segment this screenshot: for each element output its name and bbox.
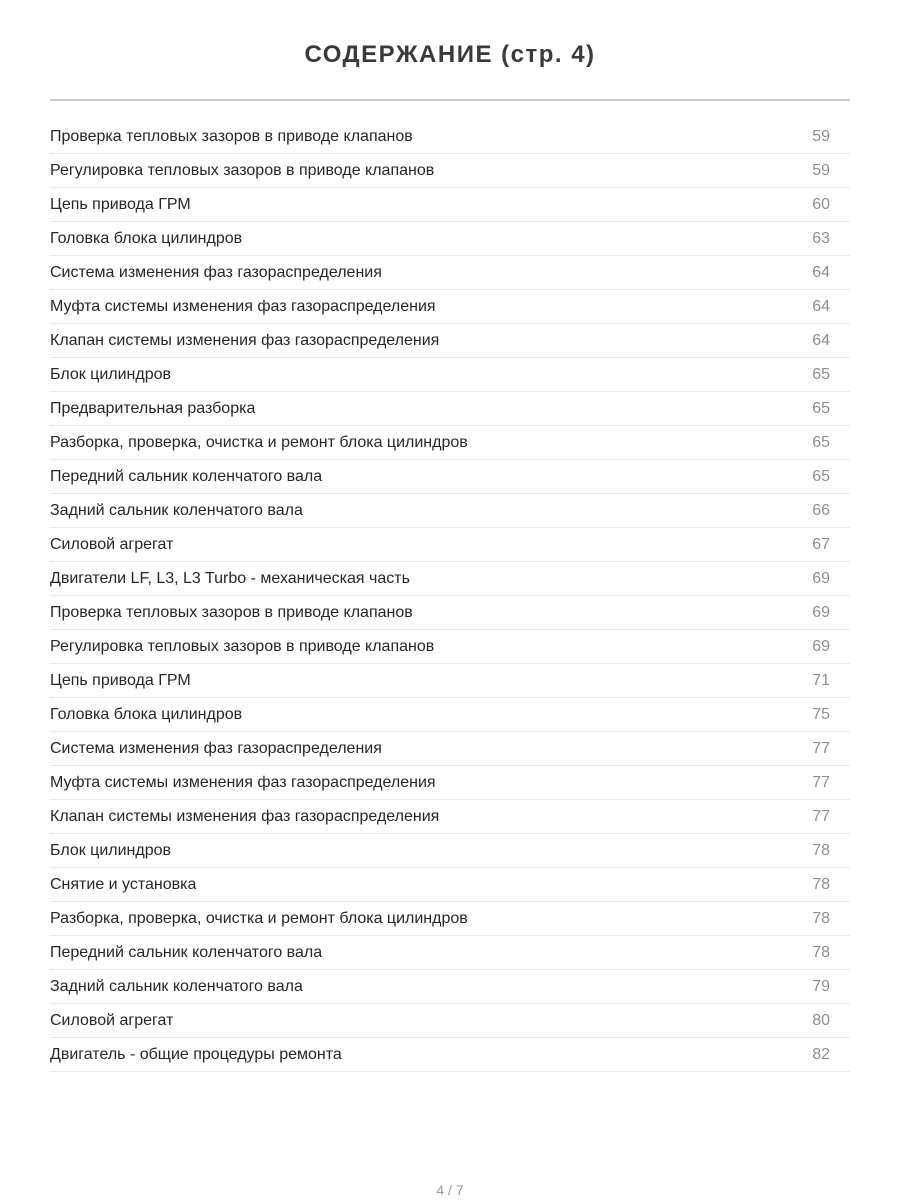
page-pagination: 4 / 7 — [436, 1182, 464, 1198]
toc-row — [50, 426, 850, 460]
toc-entry-title: Система изменения фаз газораспределения — [50, 263, 382, 281]
toc-entry-title: Головка блока цилиндров — [50, 705, 243, 723]
toc-entry-title: Проверка тепловых зазоров в приводе клапанов — [50, 603, 413, 621]
toc-entry-page: 78 — [812, 875, 830, 893]
toc-row — [50, 766, 850, 800]
toc-row — [50, 664, 850, 698]
title-divider — [50, 99, 850, 101]
toc-entry-title: Клапан системы изменения фаз газораспределения — [50, 807, 440, 825]
toc-row — [50, 698, 850, 732]
toc-entry-page: 59 — [812, 127, 830, 145]
toc-row — [50, 222, 850, 256]
toc-entry-page: 65 — [812, 399, 830, 417]
toc-entry-title: Проверка тепловых зазоров в приводе клапанов — [50, 127, 413, 145]
toc-row — [50, 970, 850, 1004]
toc-row — [50, 936, 850, 970]
toc-row — [50, 1004, 850, 1038]
toc-entry-page: 79 — [812, 977, 830, 995]
toc-entry-page: 71 — [812, 671, 830, 689]
toc-row — [50, 630, 850, 664]
toc-entry-title: Предварительная разборка — [50, 399, 256, 417]
toc-row — [50, 902, 850, 936]
toc-entry-title: Разборка, проверка, очистка и ремонт блока цилиндров — [50, 433, 468, 451]
toc-entry-page: 63 — [812, 229, 830, 247]
toc-entry-title: Задний сальник коленчатого вала — [50, 501, 303, 519]
toc-entry-title: Блок цилиндров — [50, 841, 172, 859]
toc-row — [50, 596, 850, 630]
toc-row — [50, 120, 850, 154]
toc-entry-page: 64 — [812, 263, 830, 281]
toc-entry-title: Снятие и установка — [50, 875, 197, 893]
toc-row — [50, 528, 850, 562]
toc-row — [50, 868, 850, 902]
toc-row — [50, 1038, 850, 1072]
toc-entry-page: 82 — [812, 1045, 830, 1063]
toc-entry-page: 65 — [812, 365, 830, 383]
toc-entry-title: Разборка, проверка, очистка и ремонт блока цилиндров — [50, 909, 468, 927]
toc-entry-title: Задний сальник коленчатого вала — [50, 977, 303, 995]
toc-row — [50, 800, 850, 834]
toc-entry-title: Муфта системы изменения фаз газораспределения — [50, 297, 436, 315]
toc-entry-title: Клапан системы изменения фаз газораспределения — [50, 331, 440, 349]
toc-entry-page: 65 — [812, 467, 830, 485]
toc-row — [50, 324, 850, 358]
toc-entry-page: 64 — [812, 297, 830, 315]
toc-row — [50, 392, 850, 426]
toc-entry-page: 67 — [812, 535, 830, 553]
toc-entry-title: Цепь привода ГРМ — [50, 195, 191, 213]
toc-row — [50, 834, 850, 868]
toc-entry-page: 77 — [812, 807, 830, 825]
toc-row — [50, 188, 850, 222]
toc-row — [50, 358, 850, 392]
page-title: СОДЕРЖАНИЕ (стр. 4) — [304, 41, 596, 68]
toc-row — [50, 290, 850, 324]
toc-row — [50, 256, 850, 290]
toc-entry-page: 69 — [812, 569, 830, 587]
toc-entry-page: 69 — [812, 637, 830, 655]
toc-entry-page: 80 — [812, 1011, 830, 1029]
toc-entry-title: Головка блока цилиндров — [50, 229, 243, 247]
toc-entry-title: Двигатели LF, L3, L3 Turbo - механическая часть — [50, 569, 410, 587]
toc-entry-title: Двигатель - общие процедуры ремонта — [50, 1045, 342, 1063]
toc-entry-title: Регулировка тепловых зазоров в приводе клапанов — [50, 161, 435, 179]
toc-entry-title: Блок цилиндров — [50, 365, 172, 383]
toc-list — [50, 120, 850, 1072]
toc-entry-page: 66 — [812, 501, 830, 519]
toc-row — [50, 732, 850, 766]
toc-entry-page: 78 — [812, 909, 830, 927]
toc-entry-page: 64 — [812, 331, 830, 349]
toc-row — [50, 562, 850, 596]
toc-entry-page: 77 — [812, 773, 830, 791]
toc-entry-title: Передний сальник коленчатого вала — [50, 943, 323, 961]
toc-row — [50, 154, 850, 188]
toc-entry-title: Система изменения фаз газораспределения — [50, 739, 382, 757]
toc-entry-page: 69 — [812, 603, 830, 621]
toc-entry-page: 60 — [812, 195, 830, 213]
toc-entry-page: 77 — [812, 739, 830, 757]
toc-entry-title: Силовой агрегат — [50, 535, 174, 553]
toc-entry-page: 65 — [812, 433, 830, 451]
toc-entry-page: 78 — [812, 841, 830, 859]
toc-entry-page: 59 — [812, 161, 830, 179]
toc-entry-page: 78 — [812, 943, 830, 961]
toc-row — [50, 460, 850, 494]
toc-entry-title: Передний сальник коленчатого вала — [50, 467, 323, 485]
toc-entry-page: 75 — [812, 705, 830, 723]
toc-entry-title: Муфта системы изменения фаз газораспределения — [50, 773, 436, 791]
toc-entry-title: Силовой агрегат — [50, 1011, 174, 1029]
toc-entry-title: Цепь привода ГРМ — [50, 671, 191, 689]
toc-row — [50, 494, 850, 528]
toc-entry-title: Регулировка тепловых зазоров в приводе клапанов — [50, 637, 435, 655]
